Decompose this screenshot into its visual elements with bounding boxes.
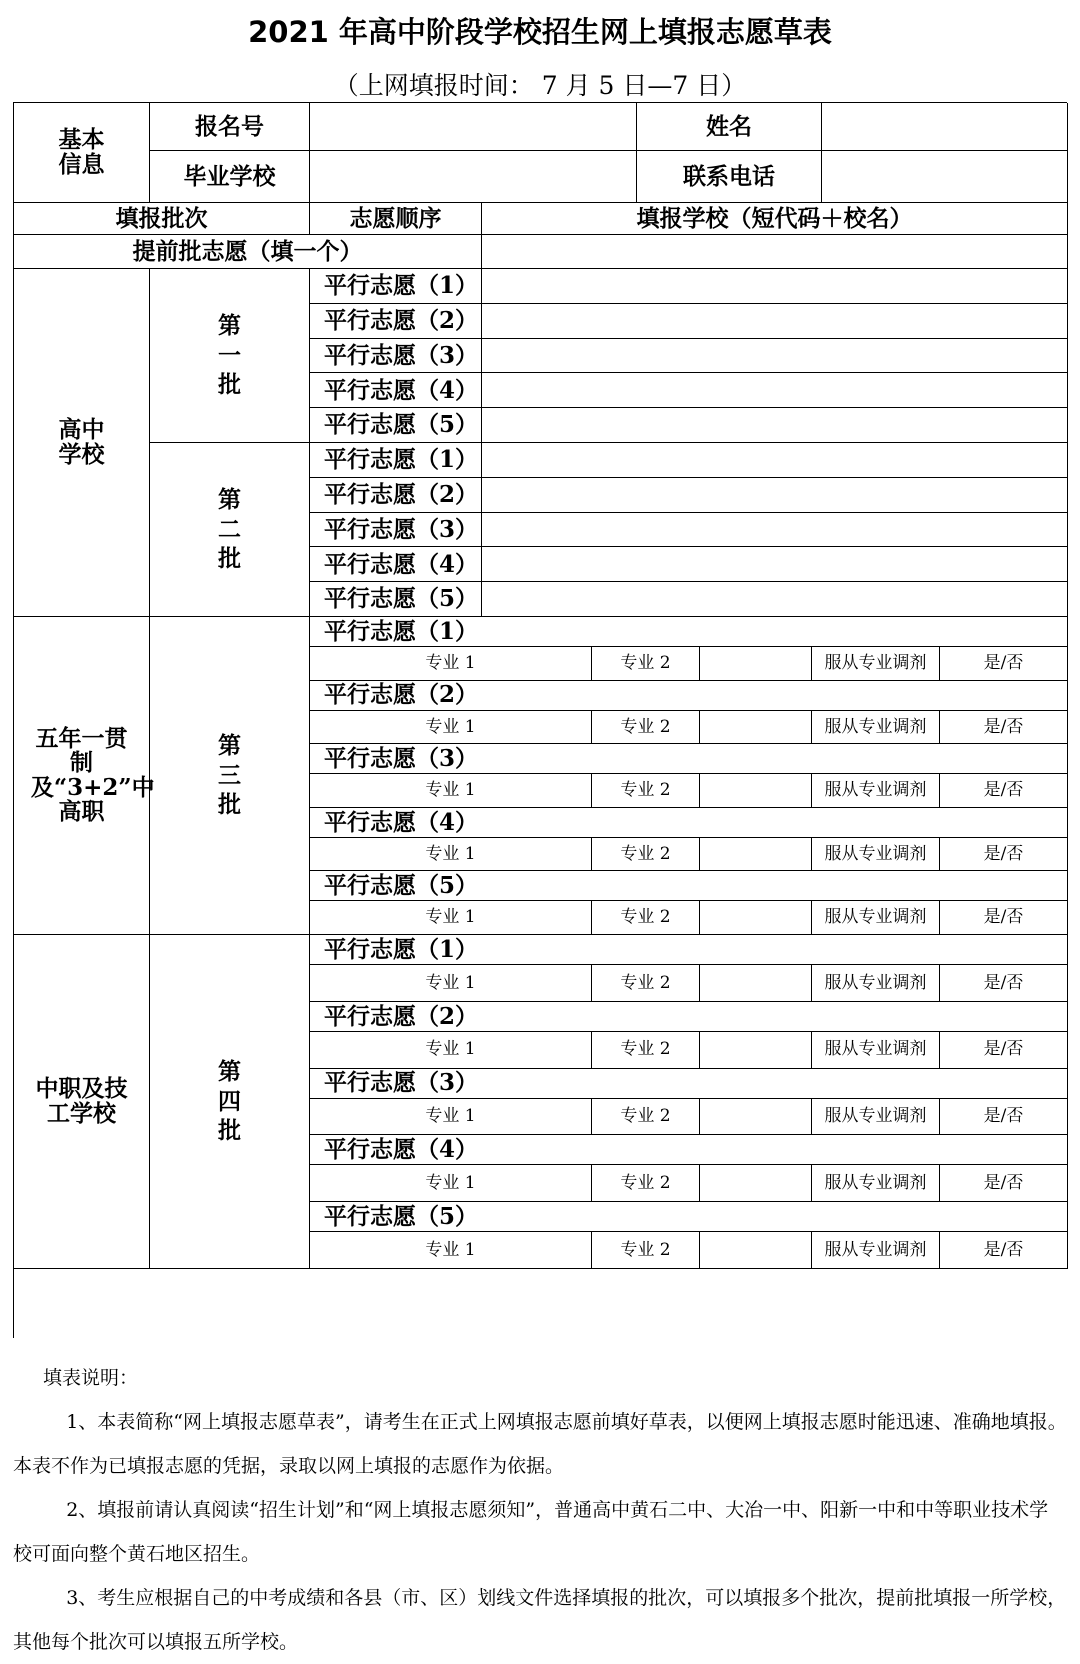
major-2-label: 专业 2: [592, 647, 700, 681]
instruction-1: 1、本表简称“网上填报志愿草表”，请考生在正式上网填报志愿前填好草表，以便网上填报志愿时能迅速、准确地填报。本表不作为已填报志愿的凭据，录取以网上填报的志愿作为依据。: [13, 1411, 1067, 1477]
major-2-label: 专业 2: [592, 1032, 700, 1069]
school-choice-field[interactable]: [482, 513, 1068, 548]
parallel-label: 平行志愿（4）: [310, 808, 1068, 838]
group-vocational: 中职及技工学校: [14, 935, 150, 1269]
batch-1-label: 第一批: [150, 269, 310, 443]
parallel-label: 平行志愿（3）: [310, 513, 482, 548]
major-2-label: 专业 2: [592, 1099, 700, 1136]
early-batch-field[interactable]: [482, 235, 1068, 269]
batch-2-label: 第二批: [150, 443, 310, 617]
yes-no-choice[interactable]: 是/否: [940, 774, 1068, 808]
school-choice-field[interactable]: [482, 547, 1068, 582]
reg-no-field[interactable]: [310, 103, 637, 151]
yes-no-choice[interactable]: 是/否: [940, 901, 1068, 935]
major-2-field[interactable]: [700, 774, 812, 808]
yes-no-choice[interactable]: 是/否: [940, 647, 1068, 681]
basic-info-label: 基本信息: [14, 103, 150, 203]
major-2-label: 专业 2: [592, 774, 700, 808]
instructions: [13, 1356, 1067, 1664]
major-1-label: 专业 1: [310, 901, 592, 935]
major-1-label: 专业 1: [310, 774, 592, 808]
parallel-label: 平行志愿（1）: [310, 269, 482, 304]
major-2-field[interactable]: [700, 838, 812, 872]
major-2-label: 专业 2: [592, 838, 700, 872]
parallel-label: 平行志愿（2）: [310, 1002, 1068, 1032]
major-2-field[interactable]: [700, 965, 812, 1002]
application-form-table: [13, 102, 1067, 1338]
major-2-label: 专业 2: [592, 711, 700, 745]
major-1-label: 专业 1: [310, 1232, 592, 1269]
major-2-field[interactable]: [700, 1232, 812, 1269]
parallel-label: 平行志愿（3）: [310, 1069, 1068, 1099]
parallel-label: 平行志愿（3）: [310, 744, 1068, 774]
major-2-label: 专业 2: [592, 901, 700, 935]
major-1-label: 专业 1: [310, 647, 592, 681]
phone-field[interactable]: [822, 151, 1068, 203]
group-high-school: 高中学校: [14, 269, 150, 617]
obey-adjust-label: 服从专业调剂: [812, 647, 940, 681]
phone-label: 联系电话: [637, 151, 822, 203]
major-2-label: 专业 2: [592, 965, 700, 1002]
form-title: 2021 年高中阶段学校招生网上填报志愿草表: [248, 15, 832, 49]
obey-adjust-label: 服从专业调剂: [812, 774, 940, 808]
parallel-label: 平行志愿（2）: [310, 304, 482, 339]
instructions-heading: 填表说明：: [43, 1367, 139, 1389]
yes-no-choice[interactable]: 是/否: [940, 1165, 1068, 1202]
fill-header: 填报学校（短代码＋校名）: [482, 203, 1068, 235]
form-subtitle: （上网填报时间： 7 月 5 日—7 日）: [333, 71, 747, 100]
parallel-label: 平行志愿（5）: [310, 871, 1068, 901]
parallel-label: 平行志愿（4）: [310, 1135, 1068, 1165]
yes-no-choice[interactable]: 是/否: [940, 1099, 1068, 1136]
parallel-label: 平行志愿（1）: [310, 935, 1068, 965]
instruction-2: 2、填报前请认真阅读“招生计划”和“网上填报志愿须知”，普通高中黄石二中、大冶一中、阳新一中和中等职业技术学校可面向整个黄石地区招生。: [13, 1499, 1049, 1565]
obey-adjust-label: 服从专业调剂: [812, 1099, 940, 1136]
major-2-field[interactable]: [700, 1032, 812, 1069]
early-batch-label: 提前批志愿（填一个）: [14, 235, 482, 269]
parallel-label: 平行志愿（3）: [310, 339, 482, 374]
name-field[interactable]: [822, 103, 1068, 151]
instruction-3: 3、考生应根据自己的中考成绩和各县（市、区）划线文件选择填报的批次，可以填报多个批次，提前批填报一所学校，其他每个批次可以填报五所学校。: [13, 1587, 1067, 1653]
obey-adjust-label: 服从专业调剂: [812, 711, 940, 745]
school-choice-field[interactable]: [482, 582, 1068, 617]
yes-no-choice[interactable]: 是/否: [940, 838, 1068, 872]
major-2-field[interactable]: [700, 901, 812, 935]
yes-no-choice[interactable]: 是/否: [940, 711, 1068, 745]
obey-adjust-label: 服从专业调剂: [812, 1232, 940, 1269]
major-1-label: 专业 1: [310, 838, 592, 872]
major-1-label: 专业 1: [310, 1165, 592, 1202]
school-choice-field[interactable]: [482, 339, 1068, 374]
major-2-field[interactable]: [700, 1165, 812, 1202]
parallel-label: 平行志愿（1）: [310, 617, 1068, 647]
parallel-label: 平行志愿（5）: [310, 1202, 1068, 1232]
school-field[interactable]: [310, 151, 637, 203]
obey-adjust-label: 服从专业调剂: [812, 901, 940, 935]
parallel-label: 平行志愿（2）: [310, 681, 1068, 711]
school-choice-field[interactable]: [482, 443, 1068, 478]
batch-3-label: 第三批: [150, 617, 310, 935]
order-header: 志愿顺序: [310, 203, 482, 235]
school-choice-field[interactable]: [482, 304, 1068, 339]
school-choice-field[interactable]: [482, 478, 1068, 513]
obey-adjust-label: 服从专业调剂: [812, 838, 940, 872]
major-1-label: 专业 1: [310, 965, 592, 1002]
major-2-label: 专业 2: [592, 1232, 700, 1269]
major-1-label: 专业 1: [310, 1099, 592, 1136]
obey-adjust-label: 服从专业调剂: [812, 1032, 940, 1069]
yes-no-choice[interactable]: 是/否: [940, 1032, 1068, 1069]
yes-no-choice[interactable]: 是/否: [940, 965, 1068, 1002]
parallel-label: 平行志愿（2）: [310, 478, 482, 513]
school-choice-field[interactable]: [482, 269, 1068, 304]
parallel-label: 平行志愿（4）: [310, 547, 482, 582]
school-label: 毕业学校: [150, 151, 310, 203]
batch-header: 填报批次: [14, 203, 310, 235]
reg-no-label: 报名号: [150, 103, 310, 151]
major-1-label: 专业 1: [310, 1032, 592, 1069]
parallel-label: 平行志愿（5）: [310, 408, 482, 443]
obey-adjust-label: 服从专业调剂: [812, 965, 940, 1002]
parallel-label: 平行志愿（4）: [310, 373, 482, 408]
parallel-label: 平行志愿（5）: [310, 582, 482, 617]
parallel-label: 平行志愿（1）: [310, 443, 482, 478]
name-label: 姓名: [637, 103, 822, 151]
school-choice-field[interactable]: [482, 373, 1068, 408]
major-2-field[interactable]: [700, 711, 812, 745]
major-2-field[interactable]: [700, 1099, 812, 1136]
batch-4-label: 第四批: [150, 935, 310, 1269]
major-1-label: 专业 1: [310, 711, 592, 745]
obey-adjust-label: 服从专业调剂: [812, 1165, 940, 1202]
school-choice-field[interactable]: [482, 408, 1068, 443]
major-2-field[interactable]: [700, 647, 812, 681]
major-2-label: 专业 2: [592, 1165, 700, 1202]
group-five-year: 五年一贯制及“3+2”中高职: [14, 617, 150, 935]
yes-no-choice[interactable]: 是/否: [940, 1232, 1068, 1269]
